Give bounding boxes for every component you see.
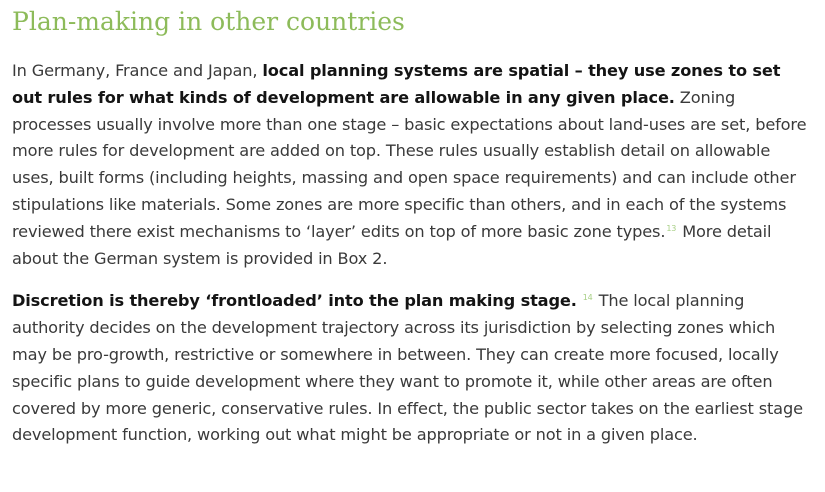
paragraph-2 — [12, 288, 813, 449]
paragraph-1-body: Zoning processes usually involve more than one stage – basic expectations about land-uses are set, before more rules for development are added on top. These rules usually establish detail on allowable uses, built forms (including heights, massing and open space requirements) and can include other stipulations like materials. Some zones are more specific than others, and in each of the systems reviewed there exist mechanisms to ‘layer’ edits on top of more basic zone types. — [12, 87, 807, 241]
paragraph-1-lead: In Germany, France and Japan, — [12, 61, 263, 80]
paragraph-1-bold-statement: local planning systems are spatial – they use zones to set out rules for what kinds of development are allowable in any given place. — [12, 61, 781, 107]
footnote-marker-14[interactable]: 14 — [582, 293, 593, 303]
section-heading: Plan-making in other countries — [12, 7, 405, 36]
paragraph-1 — [12, 58, 813, 272]
footnote-marker-13[interactable]: 13 — [666, 223, 677, 233]
paragraph-1-tail: More detail about the German system is provided in Box 2. — [12, 221, 772, 268]
paragraph-2-bold-statement: Discretion is thereby ‘frontloaded’ into the plan making stage. — [12, 291, 577, 311]
paragraph-2-body: The local planning authority decides on the development trajectory across its jurisdiction by selecting zones which may be pro-growth, restrictive or somewhere in between. They can create more focused, locally specific plans to guide development where they want to promote it, while other areas are often covered by more generic, conservative rules. In effect, the public sector takes on the earliest stage development function, working out what might be appropriate or not in a given place. — [12, 291, 803, 445]
